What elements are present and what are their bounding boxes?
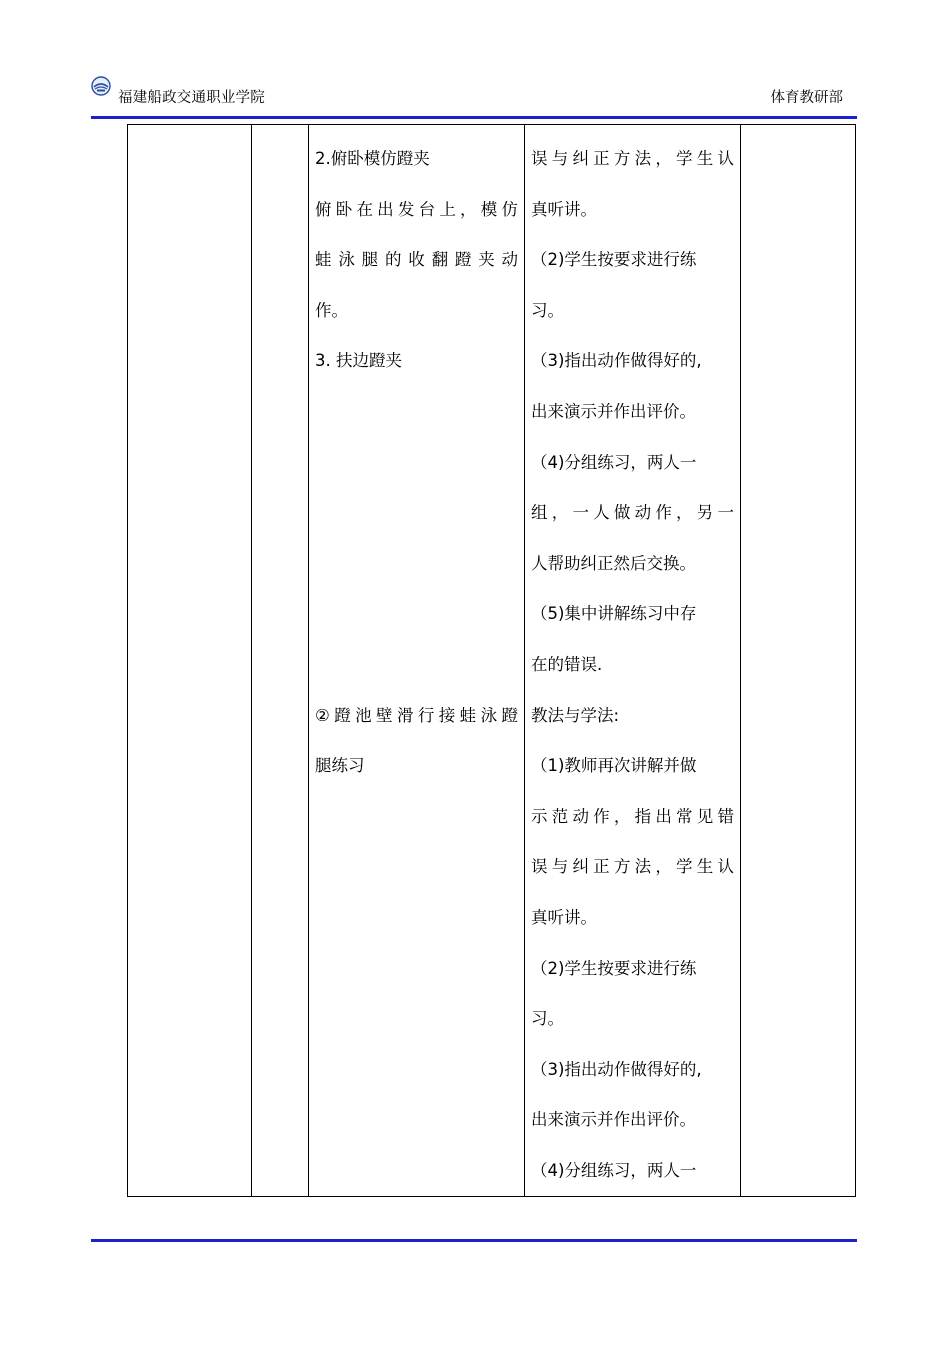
method-line: （2)学生按要求进行练 [531,250,697,270]
spacer [315,387,518,691]
method-line: 出来演示并作出评价。 [531,401,696,421]
method-line: 误与纠正方法，学生认 [531,857,734,877]
column-5-cell [741,125,856,1197]
content-line: 3. 扶边蹬夹 [315,351,402,371]
department-name: 体育教研部 [770,90,843,106]
content-line: 作。 [315,300,348,320]
method-line: （2)学生按要求进行练 [531,958,697,978]
page-header [91,72,857,120]
method-line: 组，一人做动作，另一 [531,503,734,523]
content-line: 蛙泳腿的收翻蹬夹动 [315,250,518,270]
method-line: 人帮助纠正然后交换。 [531,553,696,573]
content-line: 2.俯卧模仿蹬夹 [315,149,430,168]
table-row [128,125,856,1197]
column-1-cell [128,125,252,1197]
method-line: 习。 [531,1009,564,1029]
teaching-method-cell [525,125,741,1197]
method-line: 教法与学法: [531,705,620,725]
method-line: 示范动作，指出常见错 [531,806,734,826]
lesson-plan-table [127,124,856,1197]
method-line: （4)分组练习，两人一 [531,1160,697,1180]
method-line: （3)指出动作做得好的, [531,1059,702,1079]
method-line: 误与纠正方法，学生认 [531,149,734,168]
content-line: 俯卧在出发台上，模仿 [315,199,518,219]
footer-rule [91,1239,857,1242]
method-line: 真听讲。 [531,907,597,927]
school-name: 福建船政交通职业学院 [118,90,265,106]
method-line: 在的错误. [531,654,603,674]
method-line: 习。 [531,300,564,320]
method-line: （4)分组练习，两人一 [531,452,697,472]
practice-content-cell [309,125,525,1197]
column-2-cell [252,125,309,1197]
header-rule [91,116,857,119]
method-line: 真听讲。 [531,199,597,219]
method-line: （3)指出动作做得好的, [531,351,702,371]
content-line: 腿练习 [315,756,365,776]
method-line: （1)教师再次讲解并做 [531,756,697,776]
method-line: （5)集中讲解练习中存 [531,604,697,624]
content-line: ②蹬池壁滑行接蛙泳蹬 [315,705,518,725]
method-line: 出来演示并作出评价。 [531,1110,696,1130]
school-logo-icon [91,76,111,96]
